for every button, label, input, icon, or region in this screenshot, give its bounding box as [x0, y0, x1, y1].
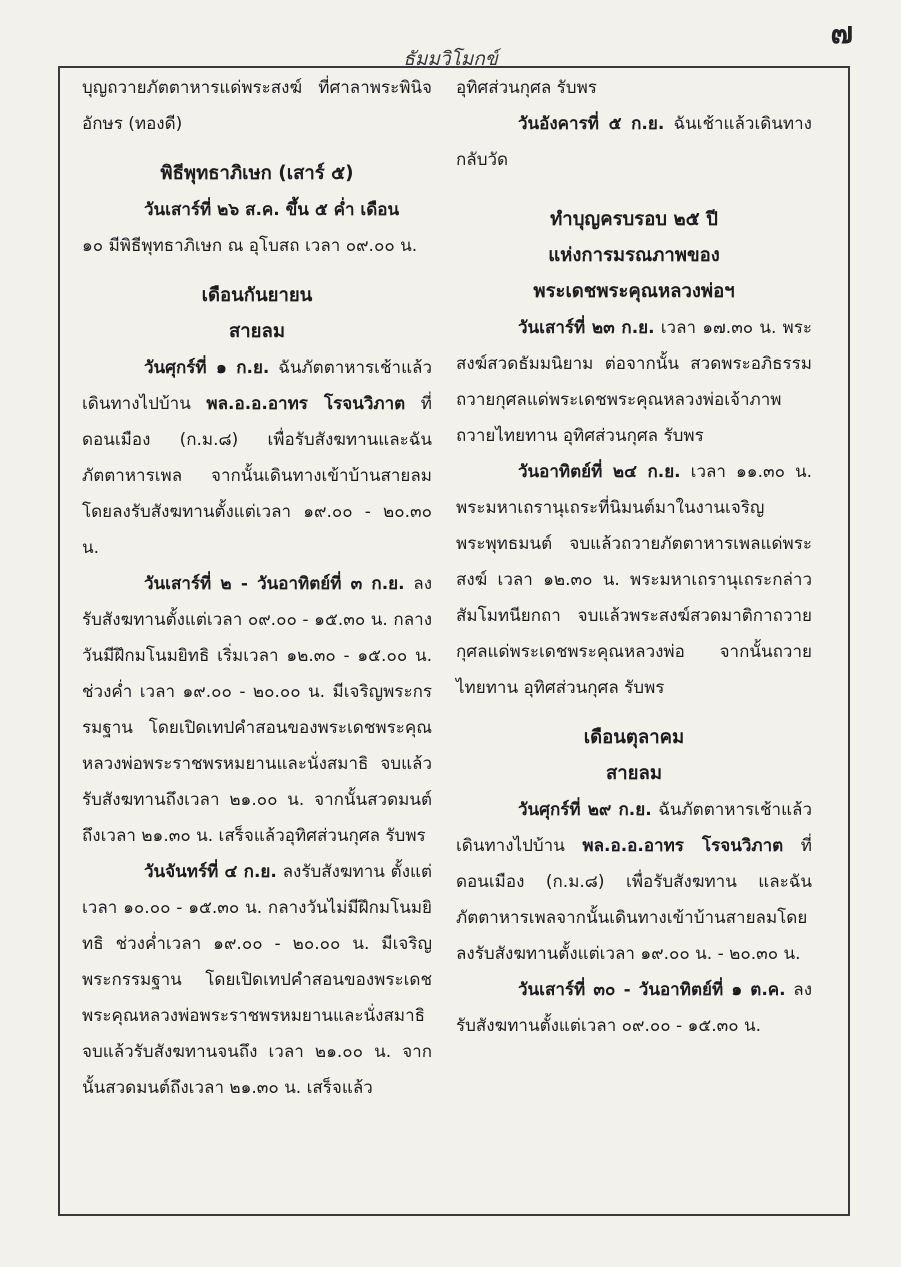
date-label: วันอาทิตย์ที่ ๒๔ ก.ย.	[518, 462, 681, 482]
date-label: วันเสาร์ที่ ๓๐ - วันอาทิตย์ที่ ๑ ต.ค.	[518, 980, 786, 1000]
person-name: พล.อ.อ.อาทร โรจนวิภาต	[206, 394, 406, 414]
section-heading: พิธีพุทธาภิเษก (เสาร์ ๕)	[160, 163, 354, 184]
paragraph-text: ฉันเช้าแล้วเดินทางกลับวัด	[456, 114, 812, 170]
paragraph-text: ลงรับสังฆทานตั้งแต่เวลา ๐๙.๐๐ - ๑๕.๓๐ น. กลางวันมีฝึกมโนมยิทธิ เริ่มเวลา ๑๒.๓๐ - ๑๕.๐๐ น. ช่วงค่ำ เวลา ๑๙.๐๐ - ๒๐.๐๐ น. มีเจริญพระกรรมฐาน โดยเปิดเทปคำสอนของพระเดชพระคุณหลวงพ่อพระราชพรหมยานและนั่งสมาธิ จบแล้วรับสังฆทานถึงเวลา ๒๑.๐๐ น. จากนั้นสวดมนต์ถึงเวลา ๒๑.๓๐ น. เสร็จแล้วอุทิศส่วนกุศล รับพร	[82, 574, 433, 846]
section-heading: เดือนตุลาคม	[583, 727, 685, 748]
person-name: พล.อ.อ.อาทร โรจนวิภาต	[582, 836, 784, 856]
paragraph	[456, 454, 812, 706]
paragraph: ๑๐ มีพิธีพุทธาภิเษก ณ อุโบสถ เวลา ๐๙.๐๐ น.	[82, 236, 418, 256]
date-label: วันศุกร์ที่ ๑ ก.ย.	[144, 358, 270, 378]
section-heading: ทำบุญครบรอบ ๒๕ ปี	[550, 209, 718, 230]
paragraph-text: ลงรับสังฆทาน ตั้งแต่เวลา ๑๐.๐๐ - ๑๕.๓๐ น. กลางวันไม่มีฝึกมโนมยิทธิ ช่วงค่ำเวลา ๑๙.๐๐ - ๒๐.๐๐ น. มีเจริญพระกรรมฐาน โดยเปิดเทปคำสอนของพระเดชพระคุณหลวงพ่อพระราชพรหมยานและนั่งสมาธิ จบแล้วรับสังฆทานจนถึง เวลา ๒๑.๐๐ น. จากนั้นสวดมนต์ถึงเวลา ๒๑.๓๐ น. เสร็จแล้ว	[82, 862, 432, 1098]
paragraph	[456, 106, 812, 178]
page-number: ๗	[830, 16, 853, 51]
paragraph-text: ที่ดอนเมือง (ก.ม.๘) เพื่อรับสังฆทานและฉันภัตตาหารเพล จากนั้นเดินทางเข้าบ้านสายลมโดยลงรับสังฆทานตั้งแต่เวลา ๑๙.๐๐ - ๒๐.๓๐ น.	[82, 394, 432, 558]
section-heading: แห่งการมรณภาพของ	[548, 245, 720, 266]
paragraph: อุทิศส่วนกุศล รับพร	[456, 78, 597, 98]
date-label: วันเสาร์ที่ ๒ - วันอาทิตย์ที่ ๓ ก.ย.	[144, 574, 405, 594]
section-heading: เดือนกันยายน	[201, 285, 313, 306]
paragraph: บุญถวายภัตตาหารแด่พระสงฆ์ ที่ศาลาพระพินิจอักษร (ทองดี)	[82, 78, 432, 134]
paragraph-text: เวลา ๑๗.๓๐ น. พระสงฆ์สวดธัมมนิยาม ต่อจากนั้น สวดพระอภิธรรมถวายกุศลแด่พระเดชพระคุณหลวงพ่อเจ้าภาพถวายไทยทาน อุทิศส่วนกุศล รับพร	[456, 318, 812, 446]
paragraph	[456, 792, 812, 972]
date-label: วันเสาร์ที่ ๒๓ ก.ย.	[518, 318, 655, 338]
paragraph	[456, 972, 812, 1044]
paragraph	[82, 350, 432, 566]
paragraph	[82, 854, 432, 1106]
paragraph-text: เวลา ๑๑.๓๐ น. พระมหาเถรานุเถระที่นิมนต์มาในงานเจริญพระพุทธมนต์ จบแล้วถวายภัตตาหารเพลแด่พระสงฆ์ เวลา ๑๒.๓๐ น. พระมหาเถรานุเถระกล่าวสัมโมทนียกถา จบแล้วพระสงฆ์สวดมาติกาถวายกุศลแด่พระเดชพระคุณหลวงพ่อ จากนั้นถวายไทยทาน อุทิศส่วนกุศล รับพร	[456, 462, 812, 698]
section-subheading: สายลม	[605, 763, 663, 784]
right-column	[456, 70, 812, 1044]
date-label: วันจันทร์ที่ ๔ ก.ย.	[144, 862, 277, 882]
paragraph	[82, 192, 432, 228]
paragraph	[456, 310, 812, 454]
paragraph-text: ฉันภัตตาหารเช้าแล้วเดินทางไปบ้าน	[456, 800, 812, 856]
date-label: วันศุกร์ที่ ๒๙ ก.ย.	[518, 800, 652, 820]
section-subheading: สายลม	[228, 321, 286, 342]
date-label: วันเสาร์ที่ ๒๖ ส.ค. ขึ้น ๕ ค่ำ เดือน	[144, 200, 400, 220]
paragraph-text: ฉันภัตตาหารเช้าแล้วเดินทางไปบ้าน	[82, 358, 432, 414]
section-heading: พระเดชพระคุณหลวงพ่อฯ	[533, 281, 735, 302]
running-head: ธัมมวิโมกข์	[403, 48, 498, 70]
paragraph-text: ที่ดอนเมือง (ก.ม.๘) เพื่อรับสังฆทาน และฉันภัตตาหารเพลจากนั้นเดินทางเข้าบ้านสายลมโดยลงรับสังฆทานตั้งแต่เวลา ๑๙.๐๐ น. - ๒๐.๓๐ น.	[456, 836, 812, 964]
date-label: วันอังคารที่ ๕ ก.ย.	[518, 114, 665, 134]
paragraph-text: ลงรับสังฆทานตั้งแต่เวลา ๐๙.๐๐ - ๑๕.๓๐ น.	[456, 980, 813, 1036]
left-column	[82, 70, 432, 1106]
paragraph	[82, 566, 432, 854]
